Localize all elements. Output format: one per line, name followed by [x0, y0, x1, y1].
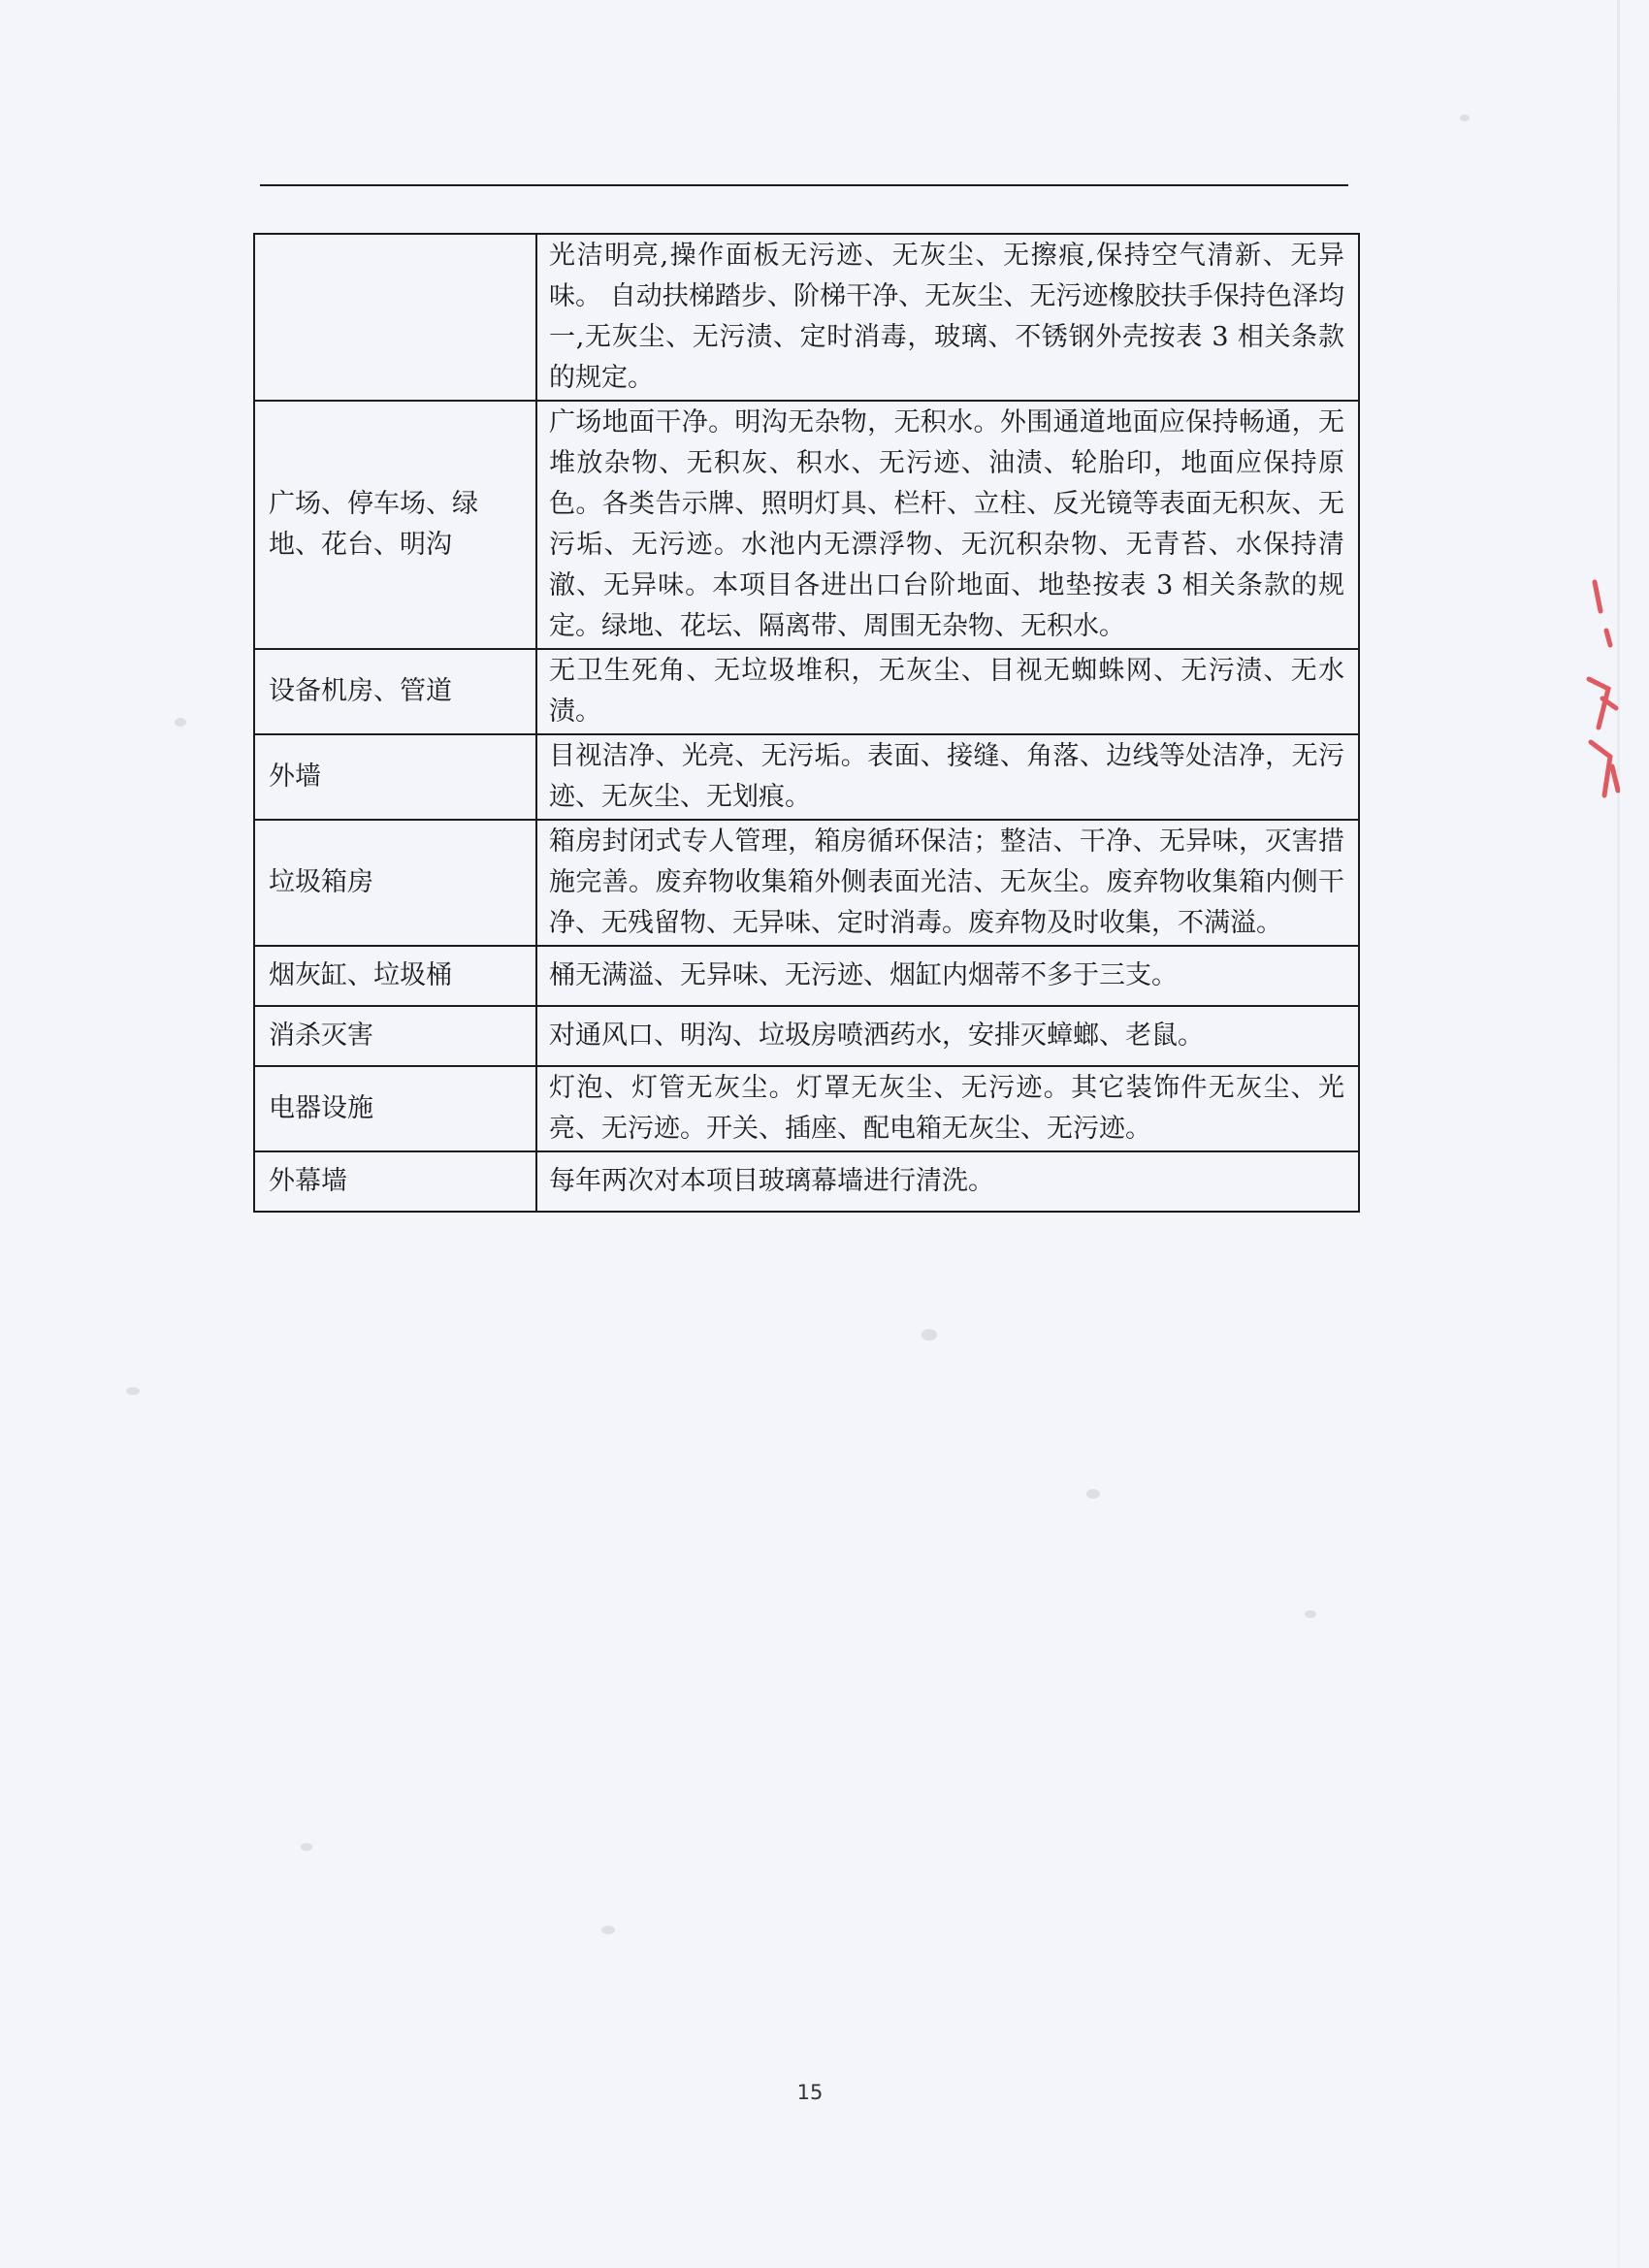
area-cell: 广场、停车场、绿地、花台、明沟 [254, 401, 536, 649]
requirement-cell: 无卫生死角、无垃圾堆积，无灰尘、目视无蜘蛛网、无污渍、无水渍。 [536, 649, 1359, 734]
area-cell: 垃圾箱房 [254, 820, 536, 946]
area-cell: 外幕墙 [254, 1151, 536, 1212]
paper-speck [1460, 114, 1470, 121]
area-cell [254, 234, 536, 401]
requirement-cell: 箱房封闭式专人管理，箱房循环保洁；整洁、干净、无异味，灭害措施完善。废弃物收集箱外侧表面光洁、无灰尘。废弃物收集箱内侧干净、无残留物、无异味、定时消毒。废弃物及时收集，不满溢。 [536, 820, 1359, 946]
area-cell: 设备机房、管道 [254, 649, 536, 734]
table-row [254, 234, 1359, 401]
page-number: 15 [796, 2081, 824, 2104]
paper-speck [301, 1843, 312, 1851]
table-row [254, 1151, 1359, 1212]
area-cell: 电器设施 [254, 1066, 536, 1151]
requirement-cell: 光洁明亮,操作面板无污迹、无灰尘、无擦痕,保持空气清新、无异味。 自动扶梯踏步、阶梯干净、无灰尘、无污迹橡胶扶手保持色泽均一,无灰尘、无污渍、定时消毒，玻璃、不锈钢外壳按表 3 相关条款的规定。 [536, 234, 1359, 401]
red-stamp-fragment [1581, 572, 1620, 805]
page-edge [1617, 0, 1620, 2268]
paper-speck [1086, 1489, 1100, 1499]
table-row [254, 946, 1359, 1006]
requirement-cell: 每年两次对本项目玻璃幕墙进行清洗。 [536, 1151, 1359, 1212]
requirement-cell: 目视洁净、光亮、无污垢。表面、接缝、角落、边线等处洁净，无污迹、无灰尘、无划痕。 [536, 734, 1359, 820]
paper-speck [601, 1926, 615, 1934]
table-row [254, 820, 1359, 946]
requirement-cell: 对通风口、明沟、垃圾房喷洒药水，安排灭蟑螂、老鼠。 [536, 1006, 1359, 1066]
header-rule [260, 184, 1348, 186]
area-cell: 外墙 [254, 734, 536, 820]
requirement-cell: 广场地面干净。明沟无杂物，无积水。外围通道地面应保持畅通，无堆放杂物、无积灰、积水、无污迹、油渍、轮胎印，地面应保持原色。各类告示牌、照明灯具、栏杆、立柱、反光镜等表面无积灰、无污垢、无污迹。水池内无漂浮物、无沉积杂物、无青苔、水保持清澈、无异味。本项目各进出口台阶地面、地垫按表 3 相关条款的规定。绿地、花坛、隔离带、周围无杂物、无积水。 [536, 401, 1359, 649]
table-row [254, 1066, 1359, 1151]
paper-speck [175, 718, 186, 727]
table-row [254, 649, 1359, 734]
requirement-cell: 桶无满溢、无异味、无污迹、烟缸内烟蒂不多于三支。 [536, 946, 1359, 1006]
table-row [254, 1006, 1359, 1066]
paper-speck [1305, 1610, 1316, 1618]
table-row [254, 401, 1359, 649]
paper-speck [922, 1329, 937, 1341]
table-row [254, 734, 1359, 820]
area-cell: 烟灰缸、垃圾桶 [254, 946, 536, 1006]
paper-speck [126, 1387, 140, 1395]
cleaning-standards-table [253, 233, 1360, 1213]
area-cell: 消杀灭害 [254, 1006, 536, 1066]
requirement-cell: 灯泡、灯管无灰尘。灯罩无灰尘、无污迹。其它装饰件无灰尘、光亮、无污迹。开关、插座、配电箱无灰尘、无污迹。 [536, 1066, 1359, 1151]
